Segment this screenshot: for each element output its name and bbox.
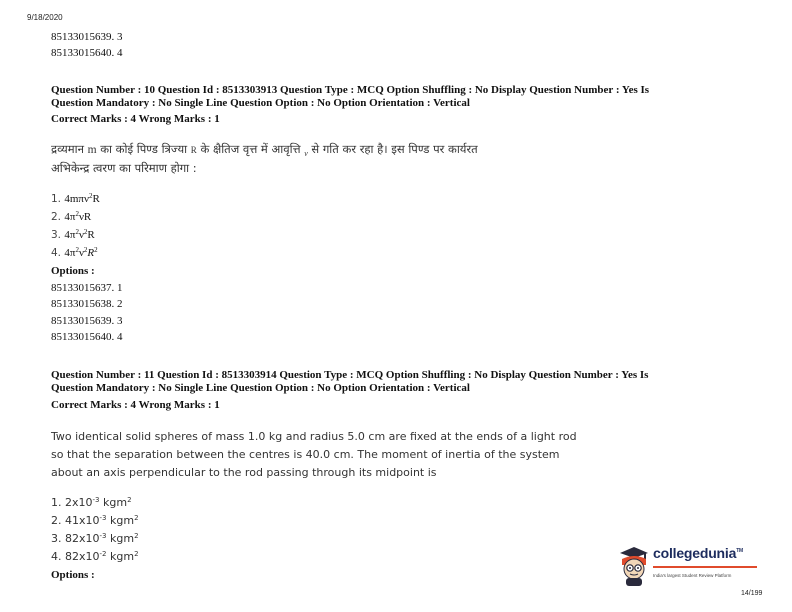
question-meta: Question Mandatory : No Single Line Question Option : No Option Orientation : Vertical xyxy=(51,382,470,394)
option-item: 4. $82x10^{-2}$ kgm$^2$ xyxy=(51,550,139,563)
option-id-line: 85133015637. 1 xyxy=(51,282,123,294)
option-id-line: 85133015638. 2 xyxy=(51,298,123,310)
page-number: 14/199 xyxy=(741,590,763,597)
question-text: about an axis perpendicular to the rod passing through its midpoint is xyxy=(51,466,437,479)
question-meta: Question Number : 10 Question Id : 8513303913 Question Type : MCQ Option Shuffling : No Display Question Number : Yes Is xyxy=(51,84,650,96)
question-marks: Correct Marks : 4 Wrong Marks : 1 xyxy=(51,399,220,411)
option-item: 3. $4\pi^2\nu^2R$ xyxy=(51,228,95,241)
option-id-line: 85133015639. 3 xyxy=(51,315,123,327)
logo-tagline: India's largest Student Review Platform xyxy=(653,573,732,578)
print-date: 9/18/2020 xyxy=(27,13,63,22)
option-item: 2. $41x10^{-3}$ kgm$^2$ xyxy=(51,514,139,527)
question-text: Two identical solid spheres of mass 1.0 kg and radius 5.0 cm are fixed at the ends of a light rod xyxy=(51,430,577,443)
logo-underline xyxy=(653,566,757,568)
question-text: द्रव्यमान m का कोई पिण्ड त्रिज्या R के क्षैतिज वृत्त में आवृत्ति $_\nu$ से गति कर रहा है। इस पिण्ड पर कार्यरत xyxy=(51,142,478,158)
logo-wordmark: collegedunia™ xyxy=(653,545,744,561)
option-item: 3. $82x10^{-3}$ kgm$^2$ xyxy=(51,532,139,545)
option-item: 1. 4mπν$^2$R xyxy=(51,192,100,205)
student-mascot-icon xyxy=(616,545,652,587)
question-marks: Correct Marks : 4 Wrong Marks : 1 xyxy=(51,113,220,125)
option-id-line: 85133015639. 3 xyxy=(51,31,123,43)
collegedunia-logo xyxy=(616,545,766,587)
option-item: 1. $2x10^{-3}$ kgm$^2$ xyxy=(51,496,132,509)
question-text: so that the separation between the centres is 40.0 cm. The moment of inertia of the system xyxy=(51,448,560,461)
option-id-line: 85133015640. 4 xyxy=(51,331,123,343)
question-meta: Question Number : 11 Question Id : 8513303914 Question Type : MCQ Option Shuffling : No Display Question Number : Yes Is xyxy=(51,369,649,381)
option-item: 4. $4\pi^2\nu^2R^2$ xyxy=(51,246,98,259)
options-label: Options : xyxy=(51,265,95,277)
options-label: Options : xyxy=(51,569,95,581)
question-meta: Question Mandatory : No Single Line Question Option : No Option Orientation : Vertical xyxy=(51,97,470,109)
question-text: अभिकेन्द्र त्वरण का परिमाण होगा : xyxy=(51,161,197,175)
option-id-line: 85133015640. 4 xyxy=(51,47,123,59)
option-item: 2. $4\pi^2\nu R$ xyxy=(51,210,92,223)
